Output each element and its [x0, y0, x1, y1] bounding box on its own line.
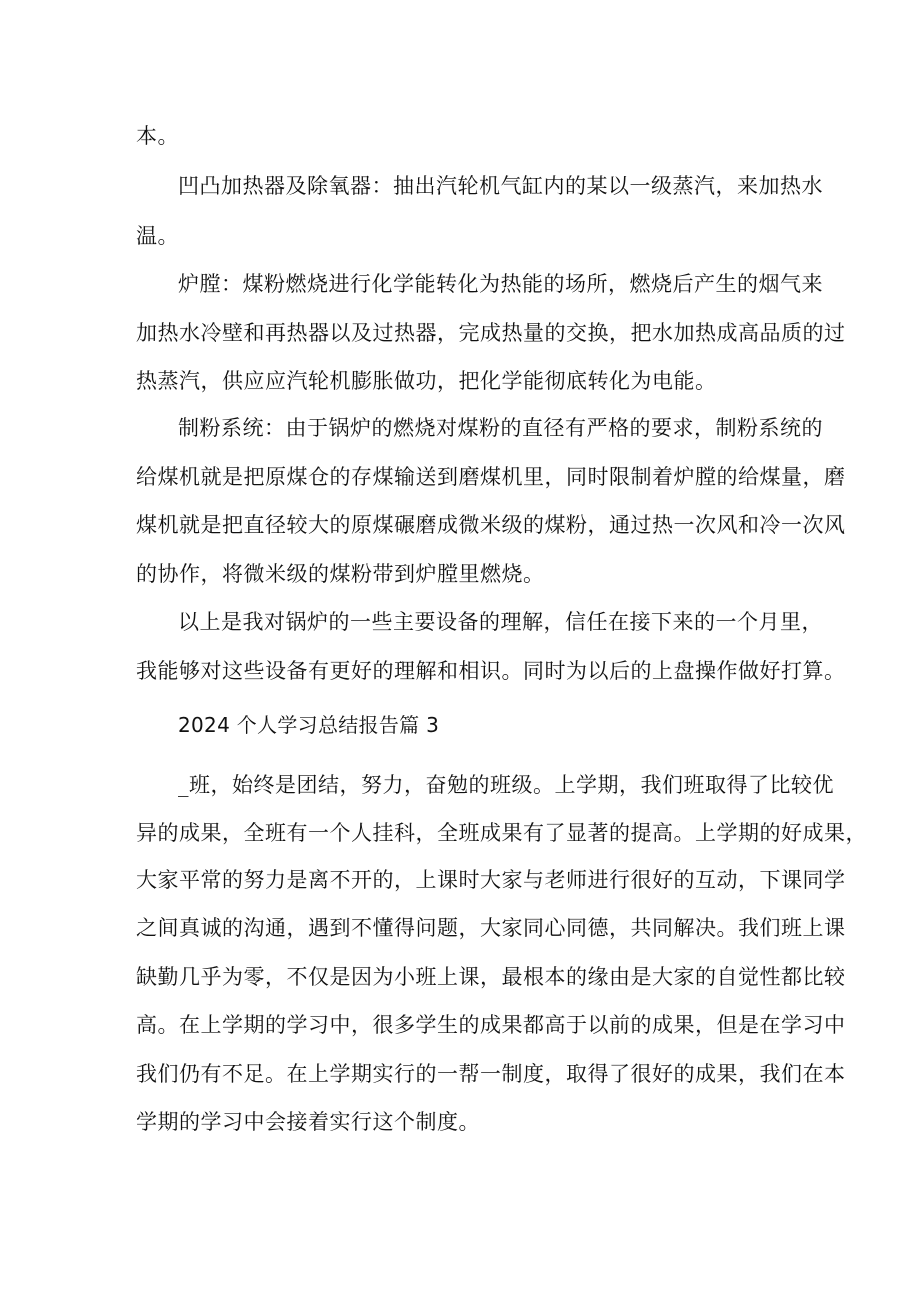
- section-heading: 2024 个人学习总结报告篇 3: [178, 713, 440, 737]
- paragraph-line: 煤机就是把直径较大的原煤碾磨成微米级的煤粉，通过热一次风和冷一次风: [136, 513, 846, 537]
- paragraph-line: 大家平常的努力是离不开的，上课时大家与老师进行很好的互动，下课同学: [136, 868, 846, 892]
- paragraph-line: 炉膛：煤粉燃烧进行化学能转化为热能的场所，燃烧后产生的烟气来: [178, 272, 823, 296]
- paragraph-line: 温。: [136, 224, 179, 248]
- paragraph-line: 热蒸汽，供应应汽轮机膨胀做功，把化学能彻底转化为电能。: [136, 369, 717, 393]
- paragraph-line: 之间真诚的沟通，遇到不懂得问题，大家同心同德，共同解决。我们班上课: [136, 916, 846, 940]
- paragraph-line: 异的成果，全班有一个人挂科，全班成果有了显著的提高。上学期的好成果，: [136, 821, 867, 845]
- paragraph-line: 以上是我对锅炉的一些主要设备的理解，信任在接下来的一个月里，: [178, 610, 823, 634]
- paragraph-line: 加热水冷壁和再热器以及过热器，完成热量的交换，把水加热成高品质的过: [136, 321, 846, 345]
- paragraph-line: _班，始终是团结，努力，奋勉的班级。上学期，我们班取得了比较优: [178, 773, 834, 797]
- paragraph-line: 高。在上学期的学习中，很多学生的成果都高于以前的成果，但是在学习中: [136, 1013, 846, 1037]
- paragraph-line: 缺勤几乎为零，不仅是因为小班上课，最根本的缘由是大家的自觉性都比较: [136, 965, 846, 989]
- paragraph-line: 凹凸加热器及除氧器：抽出汽轮机气缸内的某以一级蒸汽，来加热水: [178, 174, 823, 198]
- paragraph-line: 我们仍有不足。在上学期实行的一帮一制度，取得了很好的成果，我们在本: [136, 1062, 846, 1086]
- paragraph-line: 的协作，将微米级的煤粉带到炉膛里燃烧。: [136, 562, 545, 586]
- paragraph-line: 学期的学习中会接着实行这个制度。: [136, 1110, 480, 1134]
- paragraph-line: 制粉系统：由于锅炉的燃烧对煤粉的直径有严格的要求，制粉系统的: [178, 416, 823, 440]
- paragraph-line: 我能够对这些设备有更好的理解和相识。同时为以后的上盘操作做好打算。: [136, 659, 846, 683]
- paragraph-line: 本。: [136, 124, 179, 148]
- paragraph-line: 给煤机就是把原煤仓的存煤输送到磨煤机里，同时限制着炉膛的给煤量，磨: [136, 465, 846, 489]
